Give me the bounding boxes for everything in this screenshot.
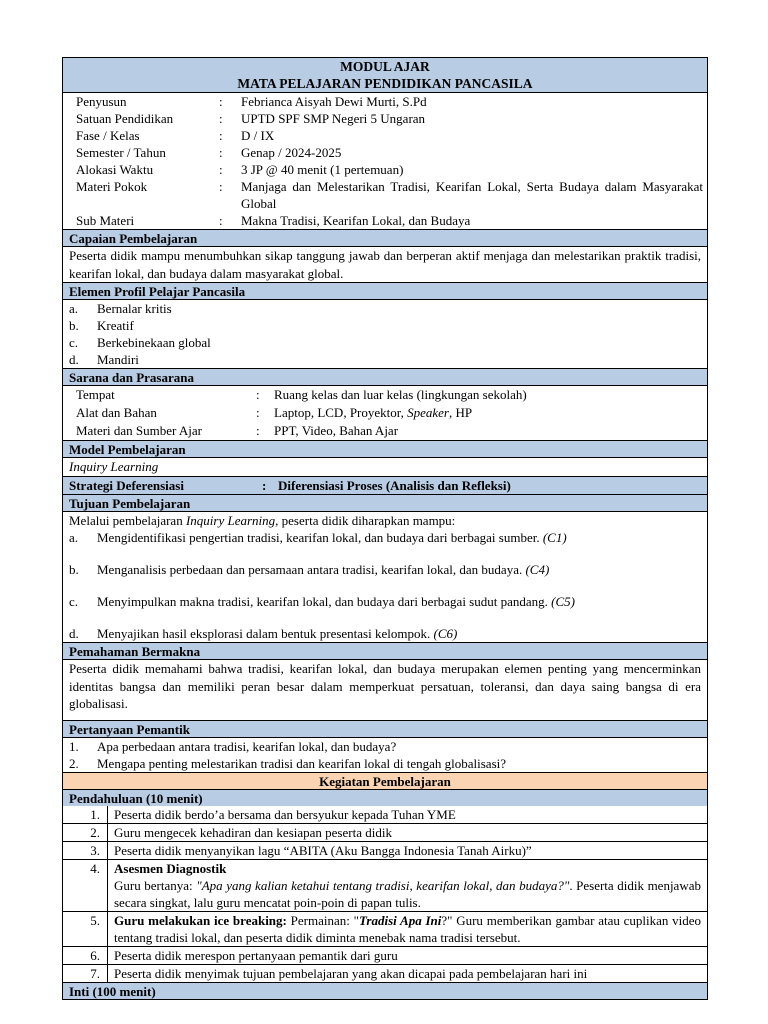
title-line-2: MATA PELAJARAN PENDIDIKAN PANCASILA [237,76,533,91]
pertanyaan-list [63,737,707,772]
info-value: Manjaga dan Melestarikan Tradisi, Kearifan Lokal, Serta Budaya dalam Masyarakat Global [241,179,703,211]
table-row: 4. Asesmen Diagnostik Guru bertanya: "Apa yang kalian ketahui tentang tradisi, kearifan lokal, dan budaya?". Peserta didik menjawab secara singkat, lalu guru mencatat poin-poin di papan tulis. [63,859,707,911]
info-row: Sub Materi : Makna Tradisi, Kearifan Lokal, dan Budaya [76,212,703,229]
identity-section [63,92,707,229]
list-item: 2. Mengapa penting melestarikan tradisi dan kearifan lokal di tengah globalisasi? [69,755,507,771]
kegiatan-steps [63,806,707,982]
capaian-text: Peserta didik mampu menumbuhkan sikap tanggung jawab dan berperan aktif menjaga dan melestarikan praktik tradisi, kearifan lokal, dan budaya dalam masyarakat global. [63,246,707,282]
info-value: D / IX [241,128,275,143]
strategi-row: Strategi Deferensiasi : Diferensiasi Proses (Analisis dan Refleksi) [63,476,707,494]
pemahaman-heading: Pemahaman Bermakna [63,642,707,659]
module-title [63,58,707,92]
strategi-label: Strategi Deferensiasi [69,477,184,493]
strategi-value: Diferensiasi Proses (Analisis dan Refleksi) [278,477,511,493]
sarana-row: Materi dan Sumber Ajar : PPT, Video, Bahan Ajar [76,423,399,438]
pertanyaan-heading: Pertanyaan Pemantik [63,720,707,737]
model-heading: Model Pembelajaran [63,440,707,457]
info-row: Penyusun : Febrianca Aisyah Dewi Murti, S.Pd [76,93,703,110]
pemahaman-text: Peserta didik memahami bahwa tradisi, kearifan lokal, dan budaya merupakan elemen penting yang mencerminkan identitas bangsa dan memiliki peran besar dalam memperkuat persatuan, toleransi, dan daya saing bangsa di era globalisasi. [63,659,707,720]
info-row: Alokasi Waktu : 3 JP @ 40 menit (1 pertemuan) [76,161,703,178]
asesmen-title: Asesmen Diagnostik [114,860,227,876]
info-label: Semester / Tahun [76,145,166,160]
sarana-row: Tempat : Ruang kelas dan luar kelas (lingkungan sekolah) [76,387,527,402]
sarana-section [63,385,707,440]
list-item: c. Menyimpulkan makna tradisi, kearifan lokal, dan budaya dari berbagai sudut pandang. (C5) [69,594,575,609]
info-value: Genap / 2024-2025 [241,145,342,160]
tujuan-heading: Tujuan Pembelajaran [63,494,707,511]
lesson-module-table [62,57,708,1000]
list-item: d. Mandiri [69,352,139,367]
sarana-heading: Sarana dan Prasarana [63,368,707,385]
elemen-heading: Elemen Profil Pelajar Pancasila [63,282,707,299]
info-label: Fase / Kelas [76,128,140,143]
sarana-row: Alat dan Bahan : Laptop, LCD, Proyektor, Speaker, HP [76,405,473,420]
elemen-list [63,299,707,368]
kegiatan-heading: Kegiatan Pembelajaran [63,772,707,789]
list-item: b. Kreatif [69,318,134,333]
title-line-1: MODUL AJAR [340,59,430,74]
model-text: Inquiry Learning [63,457,707,476]
tujuan-section [63,511,707,643]
table-row: 2. Guru mengecek kehadiran dan kesiapan peserta didik [63,823,707,841]
info-row: Satuan Pendidikan : UPTD SPF SMP Negeri 5 Ungaran [76,110,703,127]
info-label: Satuan Pendidikan [76,111,174,126]
info-row: Fase / Kelas : D / IX [76,127,703,144]
list-item: d. Menyajikan hasil eksplorasi dalam bentuk presentasi kelompok. (C6) [69,626,458,641]
info-value: Febrianca Aisyah Dewi Murti, S.Pd [241,94,427,109]
info-value: 3 JP @ 40 menit (1 pertemuan) [241,162,404,177]
list-item: a. Mengidentifikasi pengertian tradisi, kearifan lokal, dan budaya dari berbagai sumber. (C1) [69,530,567,545]
list-item: 1. Apa perbedaan antara tradisi, kearifan lokal, dan budaya? [69,738,397,754]
table-row: 7. Peserta didik menyimak tujuan pembelajaran yang akan dicapai pada pembelajaran hari ini [63,964,707,982]
table-row: 3. Peserta didik menyanyikan lagu “ABITA (Aku Bangga Indonesia Tanah Airku)” [63,841,707,859]
tujuan-intro: Melalui pembelajaran Inquiry Learning, peserta didik diharapkan mampu: [69,512,456,528]
pendahuluan-heading: Pendahuluan (10 menit) [63,789,707,806]
info-label: Penyusun [76,94,127,109]
table-row: 6. Peserta didik merespon pertanyaan pemantik dari guru [63,946,707,964]
capaian-heading: Capaian Pembelajaran [63,229,707,246]
table-row: 1. Peserta didik berdo’a bersama dan bersyukur kepada Tuhan YME [63,806,707,823]
list-item: b. Menganalisis perbedaan dan persamaan antara tradisi, kearifan lokal, dan budaya. (C4) [69,562,550,577]
info-label: Sub Materi [76,213,135,228]
info-value: UPTD SPF SMP Negeri 5 Ungaran [241,111,426,126]
inti-heading: Inti (100 menit) [63,982,707,999]
info-label: Materi Pokok [76,179,148,194]
info-value: Makna Tradisi, Kearifan Lokal, dan Budaya [241,213,471,228]
list-item: c. Berkebinekaan global [69,335,211,350]
info-row: Semester / Tahun : Genap / 2024-2025 [76,144,703,161]
table-row: 5. Guru melakukan ice breaking: Permainan: "Tradisi Apa Ini?" Guru memberikan gambar atau cuplikan video tentang tradisi lokal, dan peserta didik diminta menebak nama tradisi tersebut. [63,911,707,946]
list-item: a. Bernalar kritis [69,301,172,316]
info-row: Materi Pokok : Manjaga dan Melestarikan Tradisi, Kearifan Lokal, Serta Budaya dalam Masyarakat Global [76,179,703,211]
info-label: Alokasi Waktu [76,162,154,177]
